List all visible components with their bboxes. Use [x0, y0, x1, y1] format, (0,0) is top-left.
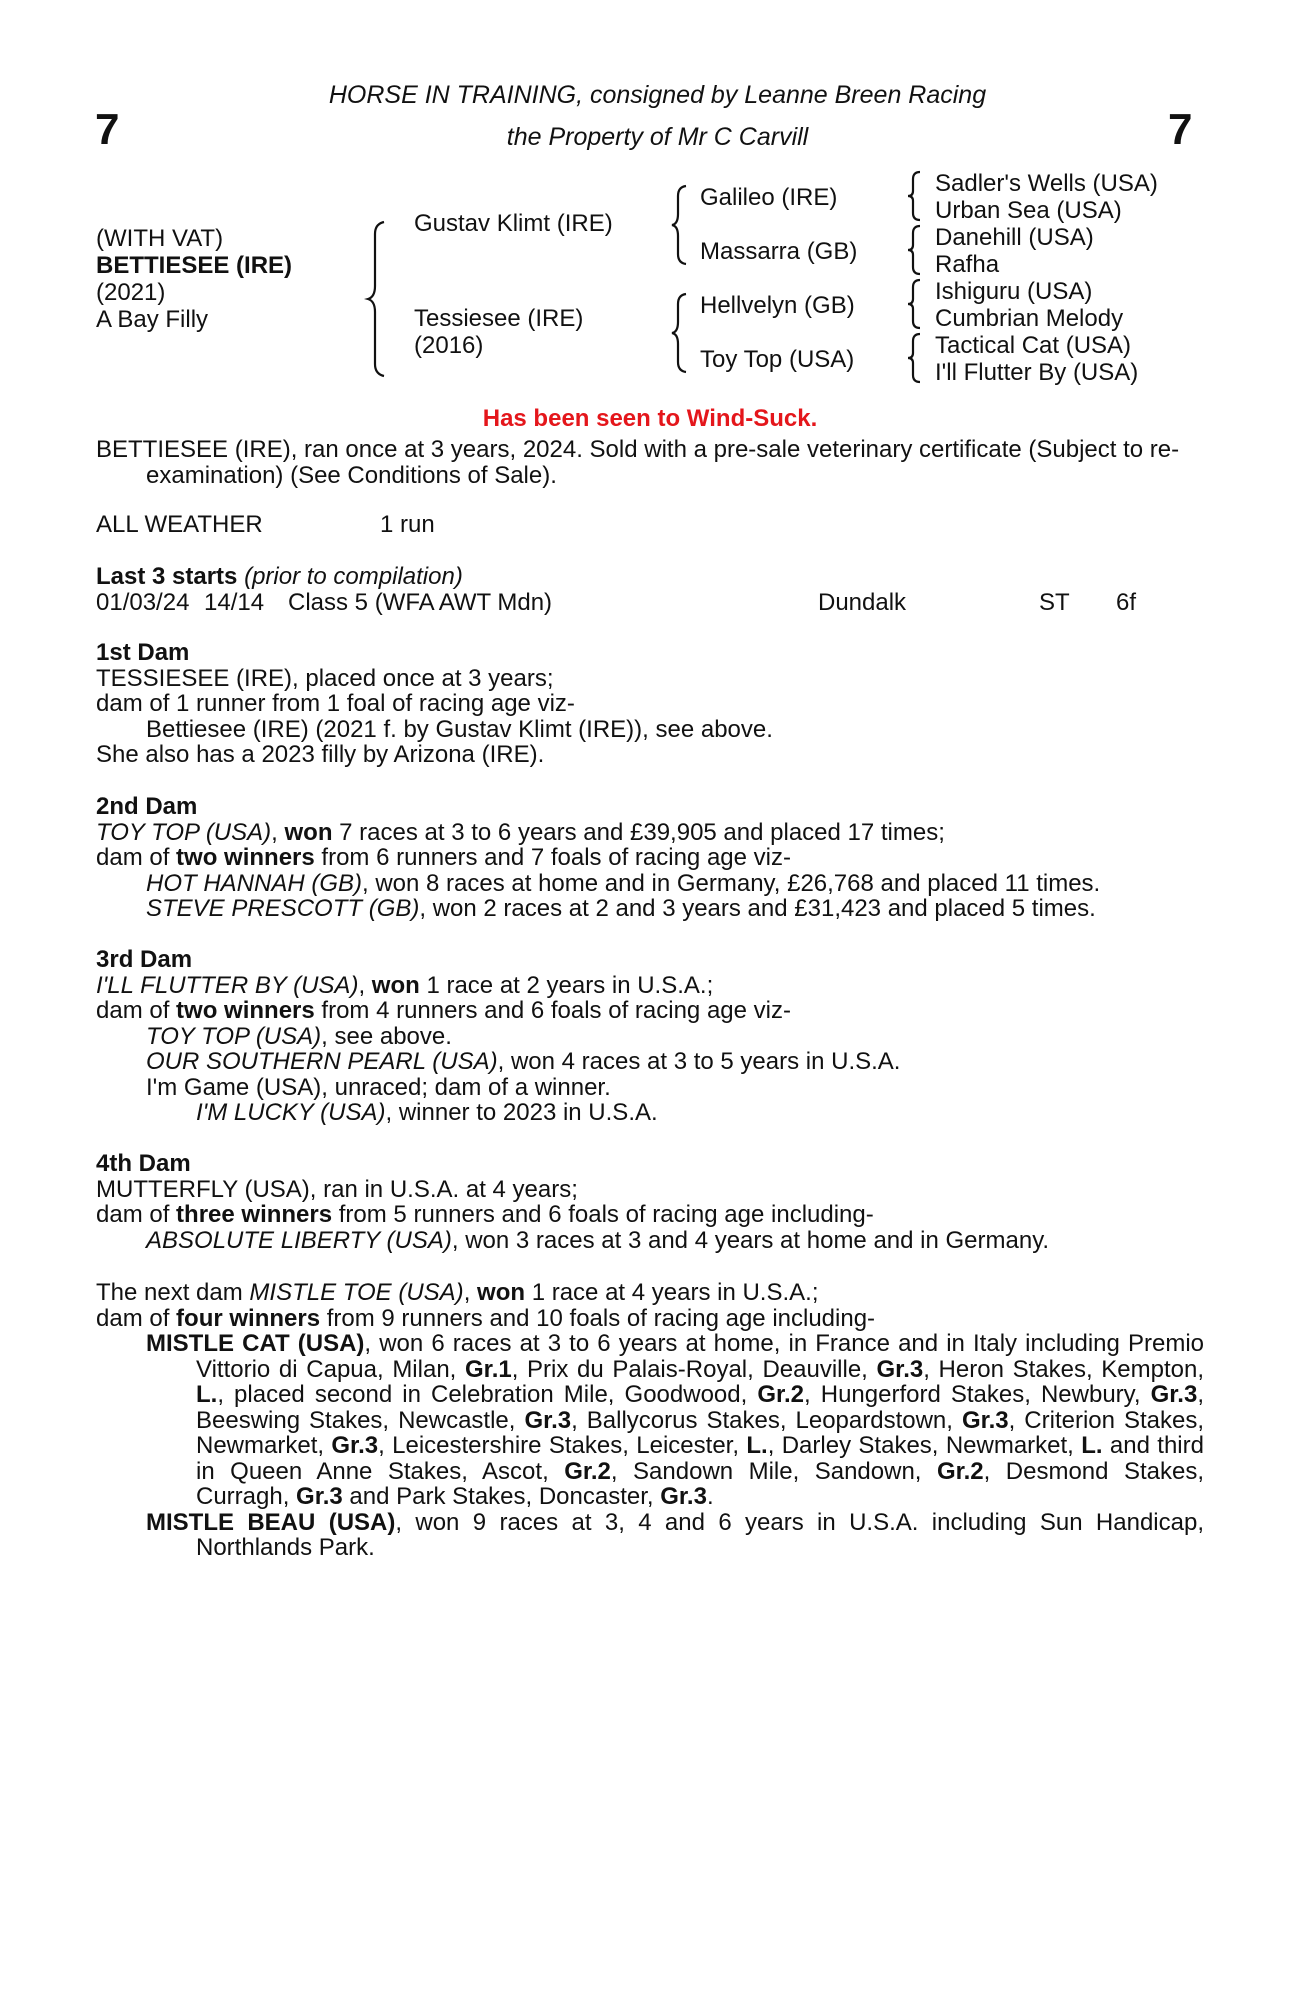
pedigree-g3: Danehill (USA) [935, 224, 1094, 251]
second-dam-winners: two winners [176, 844, 315, 871]
vat-label: (WITH VAT) [96, 225, 224, 252]
race-grade: Gr.3 [1150, 1381, 1198, 1408]
second-dam-record: 7 races at 3 to 6 years and £39,905 and placed 17 times; [332, 818, 945, 846]
mistle-cat-record-text: . [706, 1483, 714, 1510]
pedigree-brace-g3 [906, 278, 924, 330]
third-dam-progeny3: I'm Game (USA), unraced; dam of a winner. [146, 1073, 611, 1101]
next-dam-line2 [96, 1306, 1204, 1332]
next-dam-winners: four winners [176, 1304, 321, 1332]
fourth-dam-line2 [96, 1202, 1204, 1228]
horse-name: BETTIESEE (IRE) [96, 252, 293, 279]
fourth-dam-damof: dam of [96, 1201, 177, 1228]
horse-year: (2021) [96, 279, 166, 306]
next-dam-name: MISTLE TOE (USA) [249, 1279, 464, 1306]
pedigree-sire: Gustav Klimt (IRE) [414, 210, 613, 237]
last-starts-note: (prior to compilation) [244, 563, 463, 590]
next-dam-intro: The next dam [96, 1279, 250, 1306]
progeny-name: I'M LUCKY (USA) [196, 1099, 386, 1126]
mistle-cat-record-text: , Hungerford Stakes, Newbury, [804, 1381, 1151, 1408]
mistle-beau-name: MISTLE BEAU (USA) [146, 1508, 396, 1536]
progeny-name: ABSOLUTE LIBERTY (USA) [146, 1226, 452, 1254]
all-weather-label: ALL WEATHER [96, 511, 263, 538]
pedigree-dam: Tessiesee (IRE) [414, 305, 584, 332]
next-dam-section [96, 1280, 1204, 1561]
start-date: 01/03/24 [96, 589, 190, 616]
race-grade: Gr.3 [961, 1406, 1009, 1434]
race-grade: L. [746, 1432, 768, 1459]
pedigree-g5: Ishiguru (USA) [935, 278, 1093, 305]
pedigree-dam-dam: Toy Top (USA) [700, 346, 855, 373]
pedigree-dam-year: (2016) [414, 332, 484, 359]
progeny-name: OUR SOUTHERN PEARL (USA) [146, 1048, 498, 1075]
pedigree-brace-g4 [906, 332, 924, 384]
progeny-record: , won 4 races at 3 to 5 years in U.S.A. [497, 1048, 901, 1075]
progeny-name: HOT HANNAH (GB) [146, 869, 362, 897]
race-grade: Gr.2 [564, 1457, 611, 1485]
pedigree-brace-sire [670, 184, 690, 266]
start-distance: 6f [1116, 589, 1137, 616]
progeny-record: , won 2 races at 2 and 3 years and £31,423 and placed 5 times. [419, 895, 1096, 922]
progeny-name: TOY TOP (USA) [146, 1022, 322, 1050]
race-grade: Gr.3 [331, 1432, 379, 1459]
third-dam-name: I'LL FLUTTER BY (USA) [96, 971, 359, 999]
pedigree-g2: Urban Sea (USA) [935, 197, 1122, 224]
mistle-cat-record-text: , Leicestershire Stakes, Leicester, [378, 1432, 747, 1459]
last-starts-heading [96, 564, 463, 590]
start-course: Dundalk [818, 589, 907, 616]
next-dam-line1 [96, 1280, 1204, 1306]
all-weather-value: 1 run [380, 511, 435, 538]
race-grade: Gr.1 [465, 1355, 512, 1383]
fourth-dam-line1: MUTTERFLY (USA), ran in U.S.A. at 4 years; [96, 1175, 578, 1203]
lot-number-left: 7 [95, 105, 120, 154]
race-summary: BETTIESEE (IRE), ran once at 3 years, 2024. Sold with a pre-sale veterinary certificate (Subject to re-examination) (See Conditions of Sale). [96, 436, 1180, 489]
consignor-header: HORSE IN TRAINING, consigned by Leanne Breen Racing [328, 81, 987, 109]
mistle-cat-record-text: , Sandown Mile, Sandown, [610, 1457, 937, 1485]
pedigree-dam-sire: Hellvelyn (GB) [700, 292, 855, 319]
third-dam-damof: dam of [96, 997, 177, 1024]
start-position: 14/14 [204, 589, 265, 616]
mistle-cat-name: MISTLE CAT (USA) [146, 1330, 365, 1357]
progeny-record: , see above. [321, 1022, 452, 1050]
mistle-cat-entry [96, 1331, 1204, 1510]
race-grade: Gr.3 [524, 1406, 572, 1434]
second-dam-line1: TOY TOP (USA), won 7 races at 3 to 6 years and £39,905 and placed 17 times; [96, 818, 945, 846]
fourth-dam-progeny1 [96, 1228, 1204, 1254]
second-dam-progeny2 [96, 896, 1204, 922]
progeny-name: STEVE PRESCOTT (GB) [146, 895, 420, 922]
last-starts-title: Last 3 starts [96, 563, 238, 590]
pedigree-brace-dam [670, 292, 690, 374]
mistle-cat-record-text: , Criterion Stakes, Newmarket, [196, 1406, 1205, 1459]
progeny-record: , won 3 races at 3 and 4 years at home and in Germany. [451, 1226, 1050, 1254]
pedigree-sire-dam: Massarra (GB) [700, 238, 858, 265]
progeny-record: , winner to 2023 in U.S.A. [385, 1099, 658, 1126]
pedigree-g6: Cumbrian Melody [935, 305, 1124, 332]
race-grade: L. [1081, 1432, 1103, 1459]
next-dam-damof: dam of [96, 1304, 177, 1332]
next-dam-won: won [477, 1279, 526, 1306]
fourth-dam-rest: from 5 runners and 6 foals of racing age including- [332, 1201, 874, 1228]
race-grade: Gr.3 [296, 1483, 343, 1510]
start-going: ST [1039, 589, 1070, 616]
mistle-cat-record-text: , placed second in Celebration Mile, Goodwood, [217, 1381, 758, 1408]
fourth-dam-section [96, 1151, 1204, 1253]
race-grade: Gr.2 [936, 1457, 984, 1485]
first-dam-section [96, 640, 1204, 768]
mistle-beau-record: , won 9 races at 3, 4 and 6 years in U.S.A. including Sun Handicap, Northlands Park. [196, 1508, 1204, 1561]
third-dam-rest: from 4 runners and 6 foals of racing age viz- [314, 997, 791, 1024]
mistle-cat-record-text: , Darley Stakes, Newmarket, [767, 1432, 1082, 1459]
third-dam-line1: I'LL FLUTTER BY (USA), won 1 race at 2 years in U.S.A.; [96, 971, 714, 999]
progeny-record: , won 8 races at home and in Germany, £26,768 and placed 11 times. [362, 869, 1101, 897]
pedigree-g4: Rafha [935, 251, 1000, 278]
first-dam-line2: dam of 1 runner from 1 foal of racing age viz- [96, 690, 575, 717]
pedigree-g8: I'll Flutter By (USA) [935, 359, 1139, 386]
first-dam-line3: Bettiesee (IRE) (2021 f. by Gustav Klimt (IRE)), see above. [146, 715, 773, 743]
pedigree-brace-g1 [906, 170, 924, 222]
third-dam-won: won [371, 971, 420, 999]
third-dam-progeny1 [96, 1024, 1204, 1050]
first-dam-line4: She also has a 2023 filly by Arizona (IRE). [96, 741, 545, 768]
start-race: Class 5 (WFA AWT Mdn) [288, 589, 553, 616]
mistle-cat-record-text: , Desmond Stakes, Curragh, [196, 1457, 1204, 1510]
third-dam-heading: 3rd Dam [96, 946, 193, 973]
mistle-cat-record-text: , Ballycorus Stakes, Leopardstown, [571, 1406, 962, 1434]
lot-number-right: 7 [1168, 105, 1193, 154]
mistle-cat-record-text: , Prix du Palais-Royal, Deauville, [511, 1355, 877, 1383]
third-dam-section [96, 947, 1204, 1126]
second-dam-name: TOY TOP (USA) [96, 818, 272, 846]
third-dam-line2 [96, 998, 1204, 1024]
third-dam-record: 1 race at 2 years in U.S.A.; [419, 971, 714, 999]
second-dam-progeny1 [96, 871, 1204, 897]
fourth-dam-winners: three winners [176, 1201, 333, 1228]
first-dam-heading: 1st Dam [96, 639, 190, 666]
third-dam-grand-progeny [96, 1100, 1204, 1126]
second-dam-heading: 2nd Dam [96, 793, 198, 820]
horse-description: A Bay Filly [96, 306, 209, 333]
race-grade: Gr.2 [757, 1381, 805, 1408]
pedigree-g1: Sadler's Wells (USA) [935, 170, 1158, 197]
third-dam-progeny2 [96, 1049, 1204, 1075]
next-dam-sep: , [463, 1279, 478, 1306]
second-dam-damof: dam of [96, 844, 177, 871]
mistle-cat-record-text: , won 6 races at 3 to 6 years at home, in France and in Italy including Premio Vittorio di Capua, Milan, [196, 1330, 1205, 1383]
mistle-cat-record-text: , Beeswing Stakes, Newcastle, [196, 1381, 1204, 1434]
wind-suck-warning: Has been seen to Wind-Suck. [482, 405, 818, 432]
mistle-cat-record-text: , Heron Stakes, Kempton, [923, 1355, 1205, 1383]
second-dam-won: won [284, 818, 333, 846]
race-grade: Gr.3 [876, 1355, 924, 1383]
mistle-beau-entry [96, 1510, 1204, 1561]
pedigree-g7: Tactical Cat (USA) [935, 332, 1132, 359]
pedigree-brace-main [366, 220, 390, 378]
third-dam-winners: two winners [176, 997, 315, 1024]
pedigree-brace-g2 [906, 224, 924, 276]
next-dam-record: 1 race at 4 years in U.S.A.; [525, 1279, 819, 1306]
first-dam-line1: TESSIESEE (IRE), placed once at 3 years; [96, 664, 554, 692]
race-grade: Gr.3 [660, 1483, 707, 1510]
property-header: the Property of Mr C Carvill [506, 123, 809, 151]
second-dam-section [96, 794, 1204, 922]
race-grade: L. [196, 1381, 218, 1408]
pedigree-sire-sire: Galileo (IRE) [700, 184, 838, 211]
next-dam-rest: from 9 runners and 10 foals of racing age including- [320, 1304, 876, 1332]
mistle-cat-record-text: and third in Queen Anne Stakes, Ascot, [196, 1432, 1204, 1485]
second-dam-line2 [96, 845, 1204, 871]
second-dam-rest: from 6 runners and 7 foals of racing age viz- [314, 844, 791, 871]
fourth-dam-heading: 4th Dam [96, 1150, 191, 1177]
mistle-cat-record-text: and Park Stakes, Doncaster, [342, 1483, 661, 1510]
